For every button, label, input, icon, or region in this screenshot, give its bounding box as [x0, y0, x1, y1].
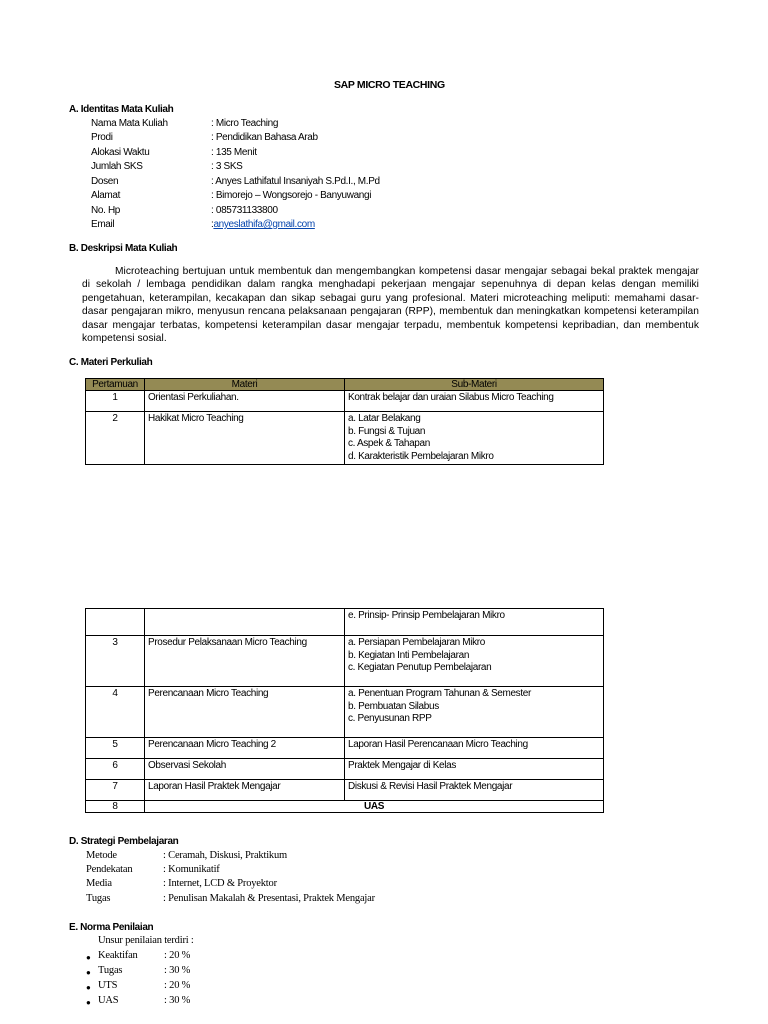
sub-item: a. Penentuan Program Tahunan & Semester	[348, 688, 531, 699]
table-row	[86, 636, 604, 687]
assessment-label: Keaktifan	[98, 950, 138, 961]
description-paragraph: Microteaching bertujuan untuk membentuk dan mengembangkan kompetensi dasar mengajar sebagai bekal praktek mengajar di sekolah / lembaga pendidikan dalam rangka menghadapi pekerjaan mengajar sepenuhnya di depan kelas dengan memiliki pengetahuan, keterampilan, kecakapan dan sikap sebagai guru yang profesional. Materi microteaching meliputi: memahami dasar-dasar pengajaran mikro, menyusun rencana pelaksanaan pengajaran (RPP), membentuk dan meningkatkan kompetensi keterampilan dasar mengajar terbatas, kompetensi keterampilan dasar mengajar terpadu, membentuk kompetensi kepribadian, dan membentuk kompetensi sosial.	[82, 266, 699, 345]
sub-item: b. Kegiatan Inti Pembelajaran	[348, 649, 470, 661]
assessment-value: : 30 %	[164, 965, 191, 976]
sub-materi-cell	[345, 636, 604, 687]
identity-value: : 135 Menit	[211, 147, 257, 158]
sub-materi-cell	[345, 738, 604, 759]
section-b-heading: B. Deskripsi Mata Kuliah	[69, 243, 178, 254]
identity-value: : Pendidikan Bahasa Arab	[211, 132, 318, 143]
strategy-label: Pendekatan	[86, 864, 133, 875]
meeting-number: 4	[86, 687, 145, 738]
assessment-intro: Unsur penilaian terdiri :	[98, 935, 194, 946]
header-materi: Materi	[145, 379, 345, 391]
identity-value: : 3 SKS	[211, 161, 243, 172]
sub-item: c. Penyusunan RPP	[348, 713, 432, 725]
meeting-number: 8	[86, 801, 145, 813]
assessment-label: Tugas	[98, 965, 123, 976]
identity-label: Nama Mata Kuliah	[91, 118, 168, 129]
materi-cell: Orientasi Perkuliahan.	[145, 391, 345, 412]
meeting-number: 1	[86, 391, 145, 412]
identity-label: Prodi	[91, 132, 113, 143]
sub-item: b. Pembuatan Silabus	[348, 700, 439, 712]
assessment-value: : 20 %	[164, 980, 191, 991]
strategy-label: Metode	[86, 850, 117, 861]
section-c-heading: C. Materi Perkuliah	[69, 357, 153, 368]
table-row	[86, 738, 604, 759]
meeting-number: 3	[86, 636, 145, 687]
materi-cell: Perencanaan Micro Teaching	[145, 687, 345, 738]
identity-label: Dosen	[91, 176, 119, 187]
assessment-value: : 30 %	[164, 995, 191, 1006]
materi-cell	[145, 609, 345, 636]
identity-value: : Bimorejo – Wongsorejo - Banyuwangi	[211, 190, 372, 201]
table-row	[86, 780, 604, 801]
email-link[interactable]: anyeslathifa@gmail.com	[213, 219, 315, 230]
assessment-value: : 20 %	[164, 950, 191, 961]
identity-value: : Micro Teaching	[211, 118, 279, 129]
sub-materi-cell	[345, 412, 604, 465]
bullet-icon: ●	[86, 968, 91, 977]
sub-materi-cell	[345, 687, 604, 738]
sub-item: Praktek Mengajar di Kelas	[348, 760, 456, 771]
meeting-number	[86, 609, 145, 636]
table-row	[86, 759, 604, 780]
section-a-heading: A. Identitas Mata Kuliah	[69, 104, 174, 115]
page-title: SAP MICRO TEACHING	[334, 79, 445, 91]
bullet-icon: ●	[86, 998, 91, 1007]
sub-item: Laporan Hasil Perencanaan Micro Teaching	[348, 739, 528, 750]
sub-item: a. Latar Belakang	[348, 413, 421, 424]
identity-value: : 085731133800	[211, 205, 278, 216]
sub-materi-cell	[345, 609, 604, 636]
assessment-label: UAS	[98, 995, 119, 1006]
meeting-number: 6	[86, 759, 145, 780]
uas-cell: UAS	[145, 801, 604, 813]
strategy-value: : Penulisan Makalah & Presentasi, Praktek Mengajar	[163, 893, 375, 904]
bullet-icon: ●	[86, 983, 91, 992]
header-pertemuan: Pertamuan	[86, 379, 145, 391]
sub-materi-cell	[345, 780, 604, 801]
identity-label: Alokasi Waktu	[91, 147, 150, 158]
strategy-value: : Komunikatif	[163, 864, 220, 875]
materi-cell: Observasi Sekolah	[145, 759, 345, 780]
strategy-value: : Internet, LCD & Proyektor	[163, 878, 277, 889]
sub-materi-cell	[345, 391, 604, 412]
materi-cell: Perencanaan Micro Teaching 2	[145, 738, 345, 759]
table-row	[86, 412, 604, 465]
materi-cell: Hakikat Micro Teaching	[145, 412, 345, 465]
table-row	[86, 391, 604, 412]
sub-item: e. Prinsip- Prinsip Pembelajaran Mikro	[348, 610, 505, 621]
identity-value: : Anyes Lathifatul Insaniyah S.Pd.I., M.Pd	[211, 176, 380, 187]
table-row-uas	[86, 801, 604, 813]
sub-item: d. Karakteristik Pembelajaran Mikro	[348, 450, 494, 462]
meeting-number: 7	[86, 780, 145, 801]
email-colon: :	[211, 219, 214, 230]
materi-table-part1	[85, 378, 604, 465]
identity-label: No. Hp	[91, 205, 121, 216]
materi-cell: Laporan Hasil Praktek Mengajar	[145, 780, 345, 801]
identity-label: Jumlah SKS	[91, 161, 143, 172]
section-e-heading: E. Norma Penilaian	[69, 922, 154, 933]
identity-label: Alamat	[91, 190, 121, 201]
sub-materi-cell	[345, 759, 604, 780]
bullet-icon: ●	[86, 953, 91, 962]
materi-cell: Prosedur Pelaksanaan Micro Teaching	[145, 636, 345, 687]
sub-item: c. Kegiatan Penutup Pembelajaran	[348, 662, 492, 674]
sub-item: Diskusi & Revisi Hasil Praktek Mengajar	[348, 781, 513, 792]
table-row	[86, 609, 604, 636]
strategy-label: Tugas	[86, 893, 111, 904]
table-row	[86, 687, 604, 738]
sub-item: Kontrak belajar dan uraian Silabus Micro Teaching	[348, 392, 554, 403]
meeting-number: 2	[86, 412, 145, 465]
identity-label: Email	[91, 219, 115, 230]
identity-value-email	[211, 219, 315, 230]
strategy-value: : Ceramah, Diskusi, Praktikum	[163, 850, 287, 861]
section-d-heading: D. Strategi Pembelajaran	[69, 836, 179, 847]
sub-item: a. Persiapan Pembelajaran Mikro	[348, 637, 486, 648]
meeting-number: 5	[86, 738, 145, 759]
assessment-label: UTS	[98, 980, 118, 991]
header-sub-materi: Sub-Materi	[345, 379, 604, 391]
materi-table-part2	[85, 608, 604, 813]
strategy-label: Media	[86, 878, 112, 889]
sub-item: b. Fungsi & Tujuan	[348, 425, 426, 437]
sub-item: c. Aspek & Tahapan	[348, 438, 430, 450]
table-header-row	[86, 379, 604, 391]
